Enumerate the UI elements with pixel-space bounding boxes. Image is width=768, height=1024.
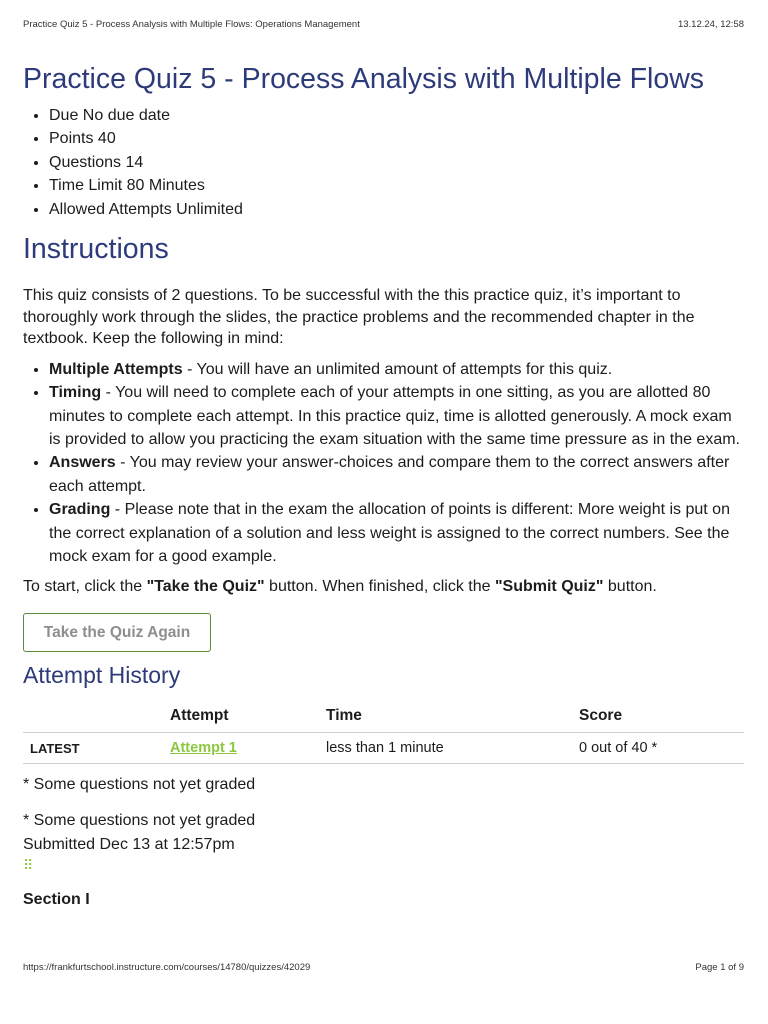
start-submit-label: "Submit Quiz" [494,578,604,596]
column-header-time: Time [319,700,572,733]
table-row [23,733,744,764]
quiz-time-limit: • Time Limit 80 Minutes [49,174,745,197]
not-graded-note-2: * Some questions not yet graded [23,812,256,830]
start-take-label: "Take the Quiz" [146,578,265,596]
rule-text: - You will need to complete each of your attempts in one sitting, as you are allotted 80 minutes to complete each attempt. In this practice quiz, time is allotted generously. A mock exam is provided to allow you practicing the exam situation with the same time pressure as in the exam. [49,384,740,449]
print-footer [23,962,744,973]
page-title: Practice Quiz 5 - Process Analysis with Multiple Flows [23,63,705,95]
instructions-heading: Instructions [23,233,169,266]
quiz-due: • Due No due date [49,104,745,127]
rule-term: Timing [49,384,102,402]
start-middle: button. When finished, click the [264,578,495,596]
rule-grading [49,498,745,568]
instructions-intro: This quiz consists of 2 questions. To be successful with the this practice quiz, it’s important to thoroughly work through the slides, the practice problems and the recommended chapter in the textbook. Keep the following in mind: [23,287,695,348]
quiz-details-list [23,104,745,221]
rule-text: - Please note that in the exam the allocation of points is different: More weight is put on the correct explanation of a solution and less weight is assigned to the correct numbers. See the mock exam for a good example. [49,501,730,566]
attempt-cell [163,733,319,764]
column-header-label [23,700,163,733]
start-suffix: button. [603,578,657,596]
quiz-questions: • Questions 14 [49,151,745,174]
rule-answers [49,451,745,498]
instructions-rules-list [23,358,745,569]
section-title: Section I [23,891,90,909]
rule-term: Multiple Attempts [49,360,183,378]
print-header-datetime: 13.12.24, 12:58 [677,19,744,30]
print-footer-url: https://frankfurtschool.instructure.com/courses/14780/quizzes/42029 [23,962,311,973]
column-header-attempt: Attempt [163,700,319,733]
rule-timing [49,381,745,451]
start-prefix: To start, click the [23,578,147,596]
attempt-history-heading: Attempt History [23,662,181,689]
table-header-row [23,700,744,733]
submitted-timestamp: Submitted Dec 13 at 12:57pm [23,835,235,853]
attempt-history-table [23,700,744,764]
print-header-title: Practice Quiz 5 - Process Analysis with Multiple Flows: Operations Management [23,19,360,30]
latest-label: LATEST [23,733,163,764]
start-instructions [23,576,745,598]
drag-handle-icon[interactable]: ⠿ [23,857,35,874]
rule-term: Grading [49,501,111,519]
print-footer-page: Page 1 of 9 [695,962,744,973]
rule-text: - You will have an unlimited amount of attempts for this quiz. [182,360,613,378]
print-header [23,19,744,30]
quiz-content [23,58,745,909]
not-graded-note: * Some questions not yet graded [23,776,256,794]
rule-text: - You may review your answer-choices and compare them to the correct answers after each attempt. [49,454,730,495]
quiz-points: • Points 40 [49,127,745,150]
quiz-allowed-attempts: • Allowed Attempts Unlimited [49,198,745,221]
attempt-time: less than 1 minute [319,733,572,764]
attempt-1-link[interactable]: Attempt 1 [170,740,237,757]
column-header-score: Score [572,700,744,733]
rule-multiple-attempts [49,358,745,381]
attempt-score: 0 out of 40 * [572,733,744,764]
take-quiz-again-button[interactable]: Take the Quiz Again [23,613,211,652]
rule-term: Answers [49,454,116,472]
